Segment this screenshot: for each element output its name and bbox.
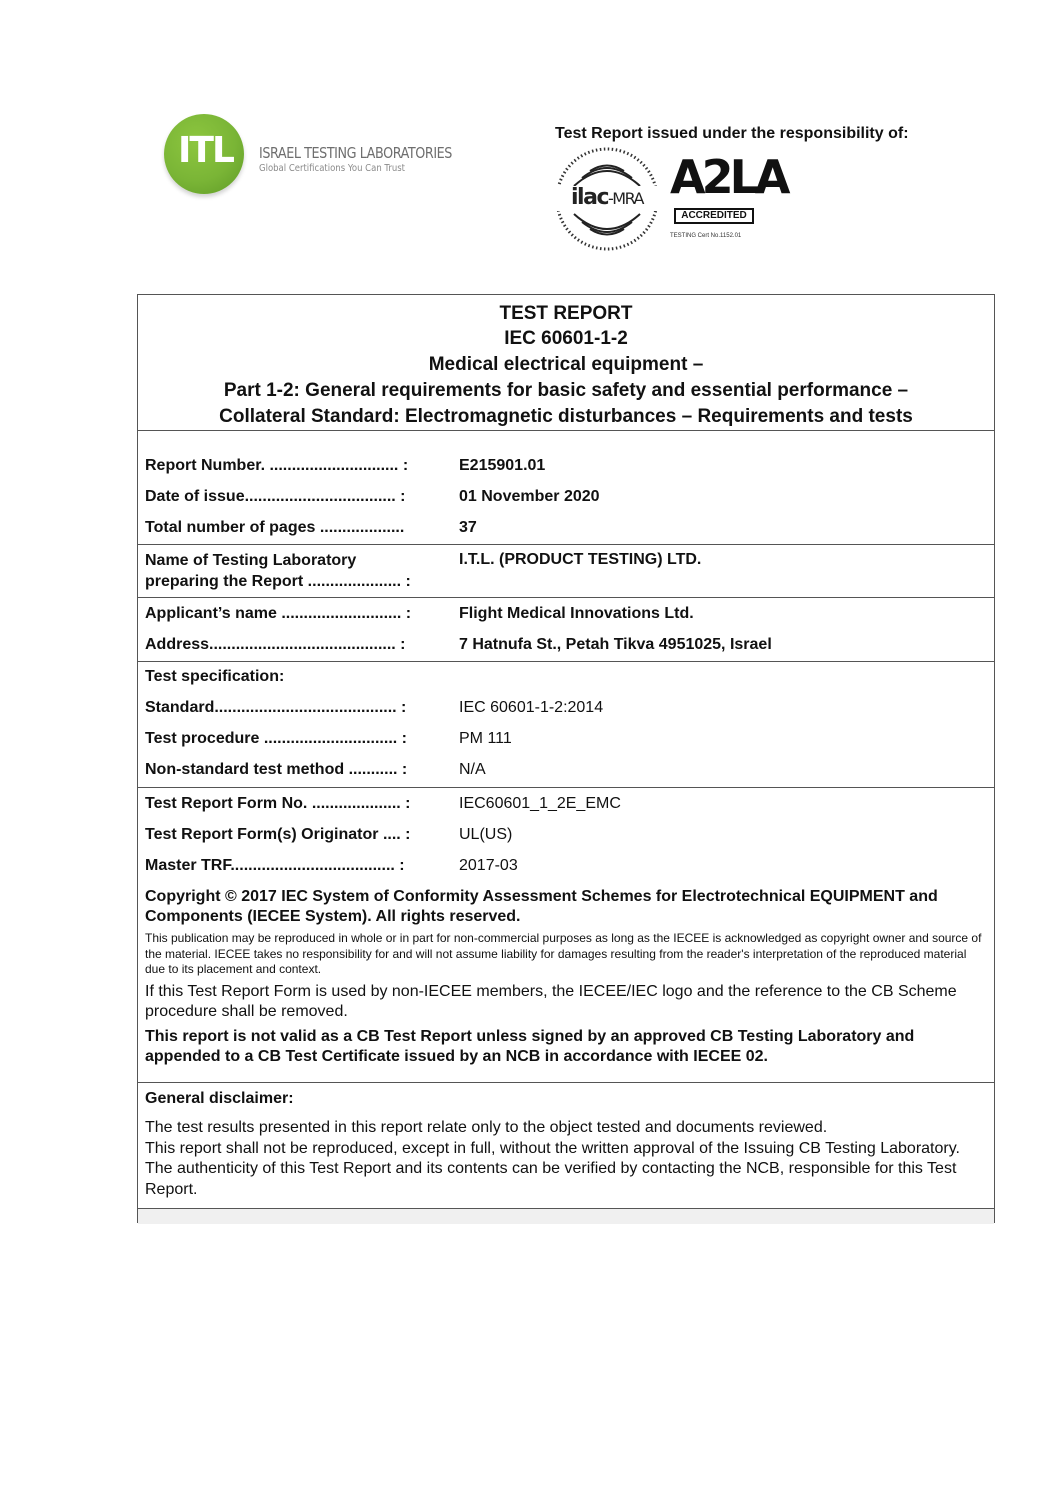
- standard-number: IEC 60601-1-2: [504, 328, 628, 349]
- trf-originator-value: UL(US): [459, 826, 513, 843]
- test-procedure-value: PM 111: [459, 730, 512, 747]
- disclaimer-line1: The test results presented in this report relate only to the object tested and documents reviewed.: [145, 1119, 828, 1136]
- itl-logo: [164, 114, 454, 198]
- standard-label: Standard......................................... :: [145, 699, 407, 716]
- testing-lab-label-line1: Name of Testing Laboratory: [145, 552, 357, 569]
- report-number-value: E215901.01: [459, 457, 546, 474]
- trf-number-value: IEC60601_1_2E_EMC: [459, 795, 621, 812]
- itl-tagline: Global Certifications You Can Trust: [259, 163, 406, 174]
- disclaimer-section: [138, 1083, 994, 1209]
- testing-lab-row: [145, 550, 987, 592]
- accredited-badge: ACCREDITED: [674, 208, 754, 224]
- trf-number-row: [145, 794, 987, 814]
- non-standard-method-value: N/A: [459, 761, 486, 778]
- ilac-wordmark: [554, 186, 660, 211]
- applicant-name-row: [145, 604, 987, 624]
- report-number-row: [145, 456, 987, 476]
- a2la-cert-number: TESTING Cert No.1152.01: [670, 233, 742, 239]
- basic-info-section: [138, 431, 994, 545]
- a2la-mark-icon: A2LA: [670, 150, 787, 204]
- test-procedure-label: Test procedure .............................. :: [145, 730, 407, 747]
- publication-notice: This publication may be reproduced in whole or in part for non-commercial purposes as long as the IECEE is acknowledged as copyright owner and source of the material. IECEE takes no responsibility for and will not assume liability for damages resulting from the reader's interpretation of the reproduced material due to its placement and context.: [145, 931, 982, 976]
- responsibility-title: Test Report issued under the responsibility of:: [555, 125, 909, 142]
- validity-notice: This report is not valid as a CB Test Report unless signed by an approved CB Testing Laboratory and appended to a CB Test Certificate issued by an NCB in accordance with IECEE 02.: [145, 1027, 915, 1065]
- report-title: TEST REPORT: [499, 303, 633, 324]
- master-trf-label: Master TRF..................................... :: [145, 857, 405, 874]
- testing-lab-label: [145, 550, 459, 592]
- standard-title: Medical electrical equipment –: [428, 354, 704, 375]
- test-specification-heading: Test specification:: [145, 668, 285, 685]
- testing-lab-label-line2: preparing the Report ..................... :: [145, 573, 411, 590]
- address-value: 7 Hatnufa St., Petah Tikva 4951025, Israel: [459, 636, 772, 653]
- master-trf-value: 2017-03: [459, 857, 518, 874]
- master-trf-row: [145, 856, 987, 876]
- test-procedure-row: [145, 729, 987, 749]
- standard-value: IEC 60601-1-2:2014: [459, 699, 604, 716]
- total-pages-label: Total number of pages ...................: [145, 519, 405, 536]
- trf-number-label: Test Report Form No. .................... :: [145, 795, 411, 812]
- trf-originator-row: [145, 825, 987, 845]
- standard-row: [145, 698, 987, 718]
- copyright-notice: Copyright © 2017 IEC System of Conformity Assessment Schemes for Electrotechnical EQUIPMENT and Components (IECEE System). All rights reserved.: [145, 888, 938, 925]
- non-standard-method-row: [145, 760, 987, 780]
- date-of-issue-label: Date of issue.................................. :: [145, 488, 406, 505]
- title-block: [138, 295, 994, 431]
- test-specification-heading-row: [145, 667, 987, 687]
- collateral-standard: Collateral Standard: Electromagnetic disturbances – Requirements and tests: [219, 406, 913, 427]
- non-member-notice: If this Test Report Form is used by non-IECEE members, the IECEE/IEC logo and the reference to the CB Scheme procedure shall be removed.: [145, 982, 957, 1020]
- applicant-name-label: Applicant’s name ........................... :: [145, 605, 412, 622]
- ilac-text: ilac: [571, 185, 608, 210]
- applicant-section: [138, 598, 994, 662]
- address-label: Address.......................................... :: [145, 636, 406, 653]
- trf-originator-label: Test Report Form(s) Originator .... :: [145, 826, 411, 843]
- non-standard-method-label: Non-standard test method ........... :: [145, 761, 408, 778]
- report-number-label: Report Number. ............................. :: [145, 457, 409, 474]
- testing-lab-section: [138, 545, 994, 598]
- testing-lab-value: I.T.L. (PRODUCT TESTING) LTD.: [459, 551, 702, 568]
- applicant-name-value: Flight Medical Innovations Ltd.: [459, 605, 694, 622]
- date-of-issue-value: 01 November 2020: [459, 488, 600, 505]
- test-specification-section: [138, 662, 994, 788]
- address-row: [145, 635, 987, 655]
- report-cover-table: [137, 294, 995, 1223]
- trf-section: [138, 788, 994, 1083]
- table-footer-bar: [138, 1209, 994, 1224]
- standard-part: Part 1-2: General requirements for basic safety and essential performance –: [223, 380, 909, 401]
- date-of-issue-row: [145, 487, 987, 507]
- itl-logo-circle-icon: [164, 114, 244, 194]
- a2la-logo: [667, 146, 787, 246]
- total-pages-value: 37: [459, 519, 477, 536]
- itl-monogram: ITL: [178, 130, 233, 171]
- ilac-mra-logo: [554, 146, 660, 252]
- disclaimer-heading: General disclaimer:: [145, 1090, 294, 1107]
- mra-text: -MRA: [607, 189, 643, 208]
- disclaimer-line2: This report shall not be reproduced, except in full, without the written approval of the Issuing CB Testing Laboratory. The authenticity of this Test Report and its contents can be verified by contacting the NCB, responsible for this Test Report.: [145, 1139, 960, 1198]
- disclaimer-text: [145, 1118, 987, 1200]
- itl-company-name: ISRAEL TESTING LABORATORIES: [259, 144, 452, 162]
- total-pages-row: [145, 518, 987, 538]
